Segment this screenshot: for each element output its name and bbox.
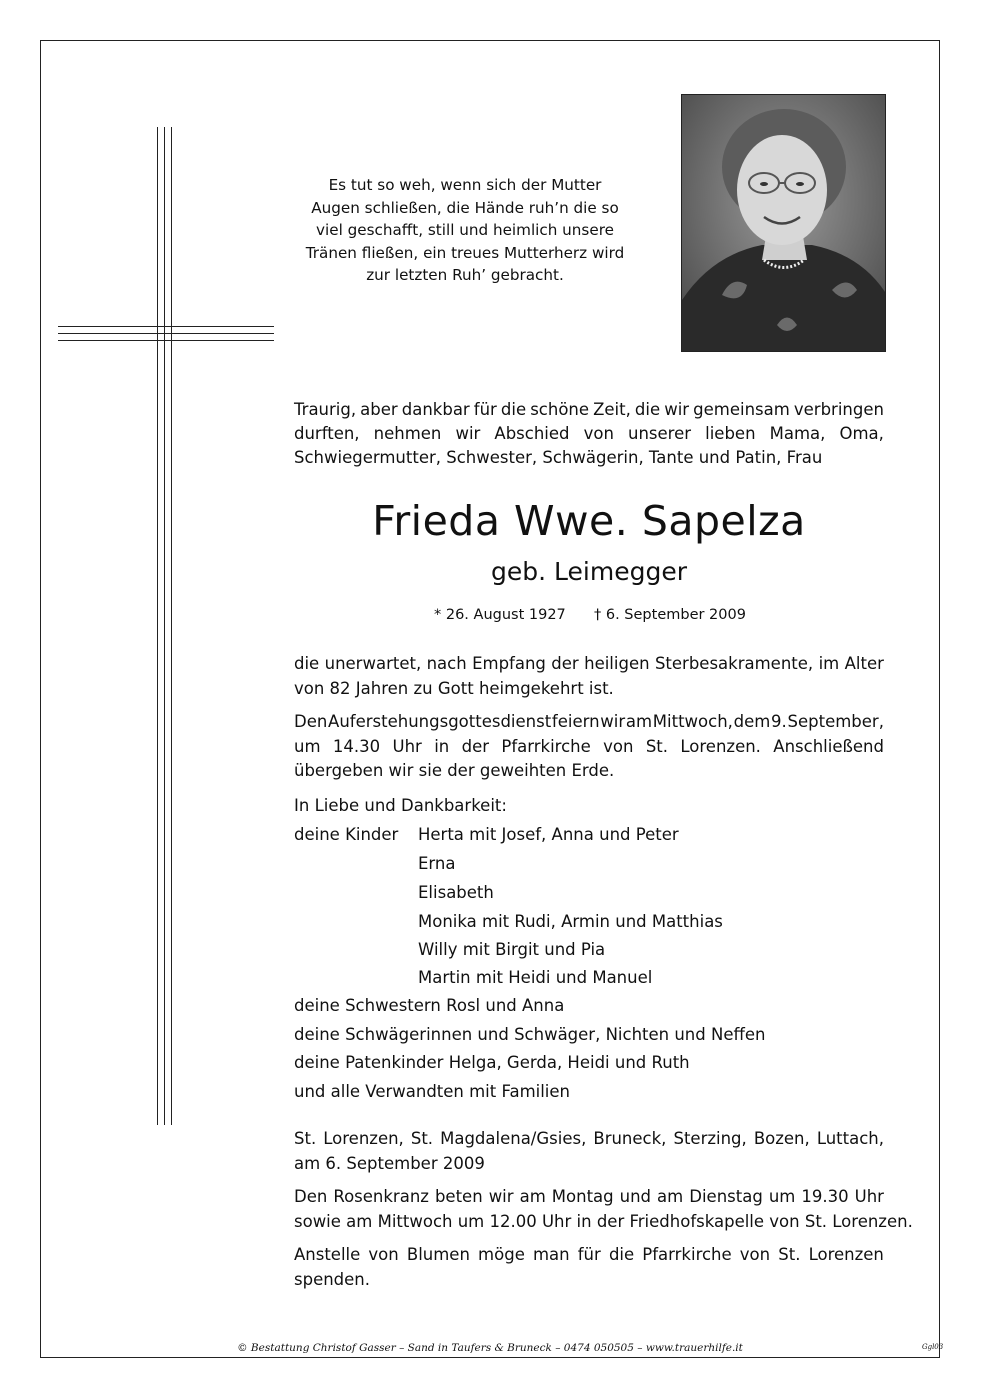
justified-line <box>294 1127 884 1152</box>
word: Zeit, <box>593 400 631 419</box>
word: Alter <box>844 654 884 673</box>
word: St. <box>294 1129 317 1148</box>
birth-date: * 26. August 1927 <box>434 607 566 623</box>
poem-line: zur letzten Ruh’ gebracht. <box>366 266 564 284</box>
passing-text <box>294 652 884 701</box>
mourner-entry: deine Schwägerinnen und Schwäger, Nichten und Neffen <box>294 1025 766 1044</box>
justified-line <box>294 735 884 760</box>
word: um <box>294 736 321 756</box>
word: um <box>768 1187 796 1206</box>
intro-line: Schwiegermutter, Schwester, Schwägerin, Tante und Patin, Frau <box>294 448 823 467</box>
word: St. <box>410 1129 434 1148</box>
justified-line <box>294 1185 884 1210</box>
justified-line <box>294 422 884 446</box>
template-code: Ggl03 <box>922 1343 944 1351</box>
justified-line <box>294 710 884 735</box>
mourner-entry: deine Schwestern Rosl und Anna <box>294 996 565 1015</box>
word: Magdalena/Gsies, <box>440 1129 587 1148</box>
death-date: † 6. September 2009 <box>594 607 746 623</box>
place-line: am 6. September 2009 <box>294 1153 485 1173</box>
word: Luttach, <box>816 1129 884 1148</box>
word: unerwartet, <box>324 654 422 673</box>
maiden-name: geb. Leimegger <box>491 557 687 586</box>
mourner-entry: und alle Verwandten mit Familien <box>294 1082 571 1101</box>
word: nehmen <box>373 424 442 443</box>
word: Lorenzen. <box>680 736 761 756</box>
flowers-text <box>294 1243 884 1292</box>
word: heiligen <box>584 654 650 673</box>
word: wir <box>455 424 481 443</box>
word: man <box>532 1245 570 1264</box>
word: 9. <box>771 712 787 731</box>
word: Bruneck, <box>593 1129 667 1148</box>
word: und <box>619 1187 652 1206</box>
word: dankbar <box>401 400 470 419</box>
justified-line <box>294 1243 884 1268</box>
word: von <box>583 424 614 443</box>
word: 14.30 <box>332 736 381 756</box>
word: feiern <box>551 712 600 731</box>
word: verbringen <box>793 400 884 419</box>
word: wir <box>664 400 690 419</box>
service-text <box>294 710 884 784</box>
word: Den <box>294 712 328 731</box>
poem <box>300 174 630 287</box>
word: Pfarrkirche <box>501 736 591 756</box>
word: Anschließend <box>773 736 884 756</box>
word: St. <box>645 736 669 756</box>
child-entry: Monika mit Rudi, Armin und Matthias <box>418 912 723 931</box>
justified-line <box>294 398 884 422</box>
word: unserer <box>628 424 692 443</box>
word: Lorenzen <box>808 1245 884 1264</box>
mourners-heading: In Liebe und Dankbarkeit: <box>294 796 507 815</box>
poem-line: Es tut so weh, wenn sich der Mutter <box>328 176 602 194</box>
word: durften, <box>294 424 360 443</box>
word: der <box>551 654 579 673</box>
word: die <box>294 654 320 673</box>
intro-text <box>294 398 884 470</box>
word: Dienstag <box>689 1187 763 1206</box>
word: dem <box>733 712 771 731</box>
word: Mama, <box>769 424 826 443</box>
word: möge <box>478 1245 525 1264</box>
word: in <box>434 736 450 756</box>
word: Mittwoch, <box>652 712 733 731</box>
word: gemeinsam <box>693 400 790 419</box>
word: für <box>473 400 497 419</box>
word: schöne <box>530 400 590 419</box>
poem-line: Augen schließen, die Hände ruh’n die so <box>311 198 619 217</box>
child-entry: Elisabeth <box>418 883 494 902</box>
word: Lorenzen, <box>323 1129 404 1148</box>
word: Pfarrkirche <box>642 1245 732 1264</box>
word: Montag <box>551 1187 614 1206</box>
word: die <box>634 400 661 419</box>
word: nach <box>426 654 467 673</box>
word: wir <box>488 1187 514 1206</box>
word: die <box>500 400 527 419</box>
deceased-name: Frieda Wwe. Sapelza <box>372 497 806 545</box>
word: von <box>739 1245 771 1264</box>
justified-line <box>294 652 884 677</box>
portrait-photo <box>681 94 886 352</box>
word: Oma, <box>839 424 884 443</box>
word: wir <box>600 712 626 731</box>
children-label: deine Kinder <box>294 825 399 844</box>
word: Anstelle <box>294 1245 361 1264</box>
word: am <box>519 1187 546 1206</box>
word: Sterzing, <box>673 1129 747 1148</box>
word: 19.30 <box>801 1187 849 1206</box>
word: September, <box>787 712 884 731</box>
word: für <box>577 1245 601 1264</box>
word: Abschied <box>494 424 570 443</box>
word: am <box>625 712 653 731</box>
word: Uhr <box>392 736 422 756</box>
word: Uhr <box>854 1187 884 1206</box>
word: St. <box>778 1245 801 1264</box>
word: der <box>461 736 490 756</box>
poem-line: Tränen fließen, ein treues Mutterherz wird <box>305 243 625 262</box>
poem-line: viel geschafft, still und heimlich unsere <box>316 221 614 239</box>
word: Auferstehungsgottesdienst <box>328 712 552 731</box>
word: im <box>818 654 840 673</box>
word: lieben <box>705 424 756 443</box>
funeral-home-footer: © Bestattung Christof Gasser – Sand in Taufers & Bruneck – 0474 050505 – www.trauerhilfe.it <box>237 1342 743 1354</box>
service-line: übergeben wir sie der geweihten Erde. <box>294 761 615 780</box>
passing-line: von 82 Jahren zu Gott heimgekehrt ist. <box>294 678 614 698</box>
word: aber <box>360 400 398 419</box>
word: Blumen <box>406 1245 470 1264</box>
word: die <box>608 1245 635 1264</box>
child-entry: Willy mit Birgit und Pia <box>418 940 606 959</box>
place-date-text <box>294 1127 884 1176</box>
word: Rosenkranz <box>333 1187 429 1206</box>
flowers-line: spenden. <box>294 1269 371 1289</box>
word: von <box>603 736 634 756</box>
word: von <box>368 1245 399 1264</box>
word: Traurig, <box>294 400 357 419</box>
word: Bozen, <box>753 1129 810 1148</box>
word: Sterbesakramente, <box>654 654 814 673</box>
word: am <box>657 1187 684 1206</box>
word: Empfang <box>472 654 546 673</box>
word: Den <box>294 1187 328 1206</box>
child-entry: Herta mit Josef, Anna und Peter <box>418 825 679 844</box>
rosary-text <box>294 1185 913 1234</box>
word: beten <box>434 1187 483 1206</box>
mourner-entry: deine Patenkinder Helga, Gerda, Heidi und Ruth <box>294 1053 690 1072</box>
rosary-line: sowie am Mittwoch um 12.00 Uhr in der Friedhofskapelle von St. Lorenzen. <box>294 1211 913 1231</box>
child-entry: Martin mit Heidi und Manuel <box>418 968 653 987</box>
child-entry: Erna <box>418 854 456 873</box>
